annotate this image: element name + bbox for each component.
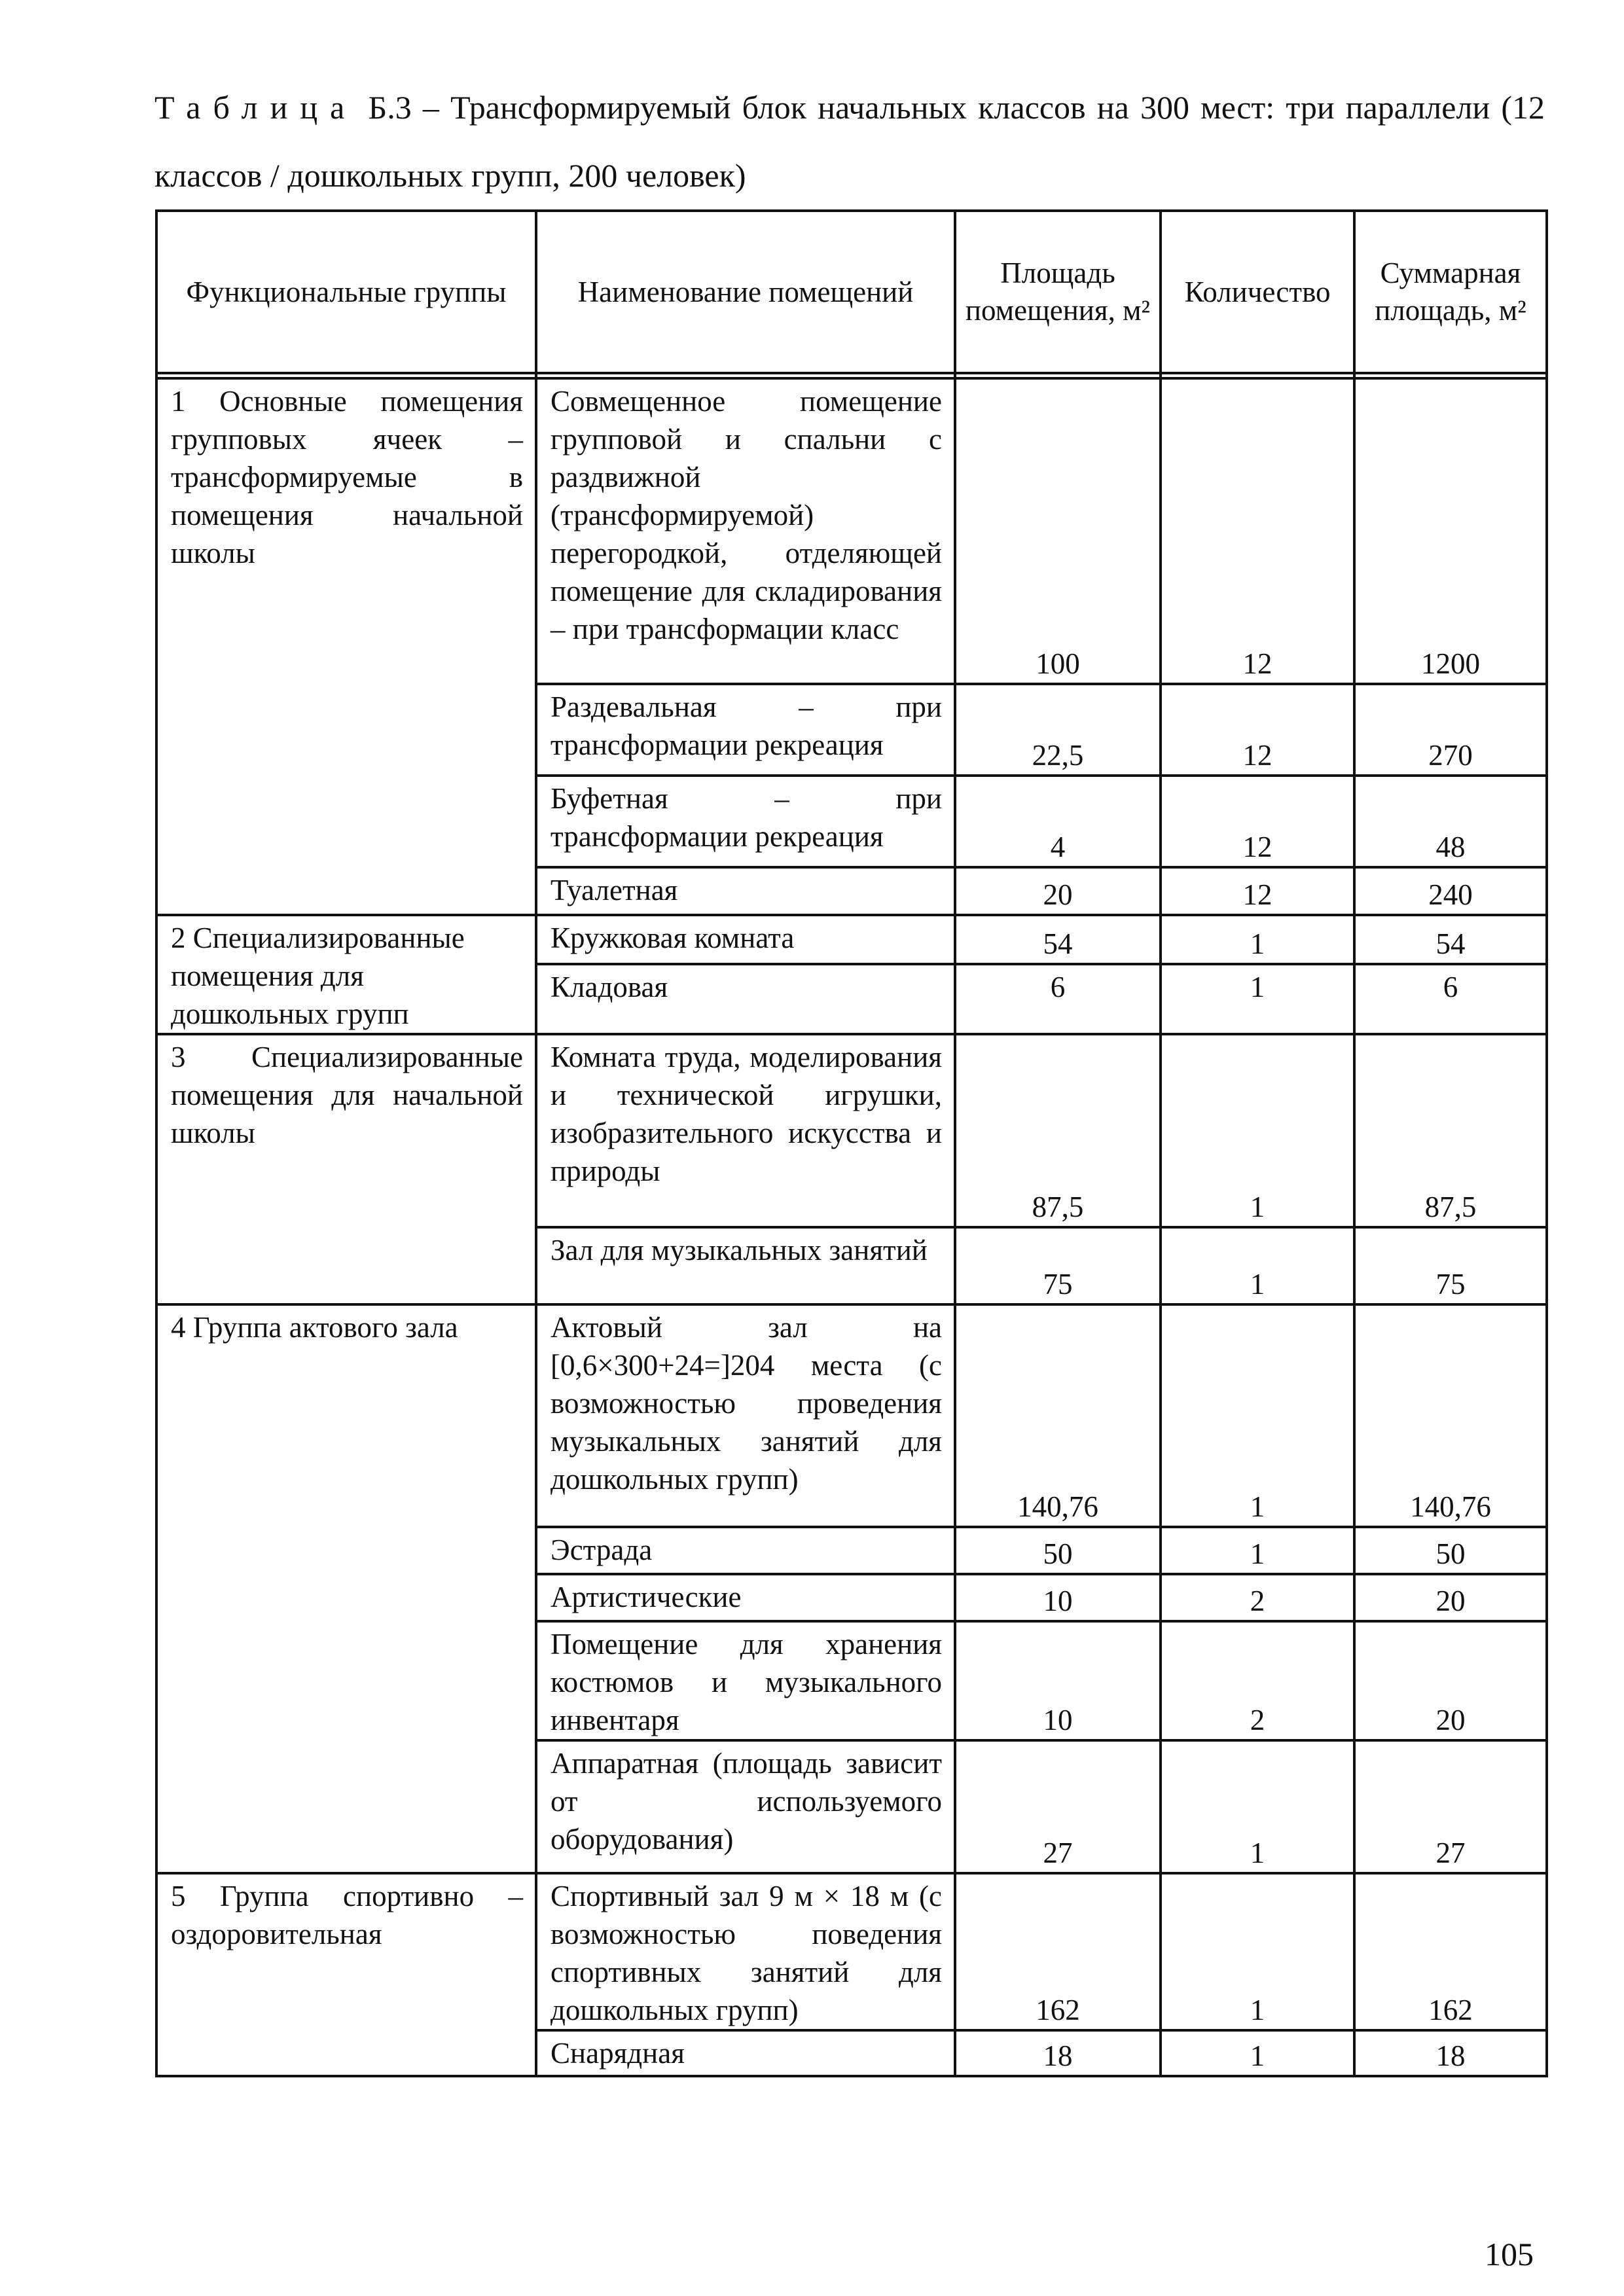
caption-text: Б.3 – Трансформируемый блок начальных классов на 300 мест: три параллели (12 классов / дошкольных групп, 200 человек) bbox=[154, 89, 1545, 194]
table-header-row bbox=[156, 211, 1547, 373]
room-name: Помещение для хранения костюмов и музыкального инвентаря bbox=[536, 1621, 955, 1740]
table-row bbox=[156, 378, 1547, 684]
room-count: 1 bbox=[1161, 1034, 1354, 1227]
room-area: 22,5 bbox=[955, 684, 1161, 776]
room-count: 1 bbox=[1161, 1873, 1354, 2030]
room-total: 140,76 bbox=[1354, 1304, 1547, 1527]
rooms-table bbox=[155, 209, 1548, 2077]
table-row bbox=[156, 1034, 1547, 1227]
room-count: 12 bbox=[1161, 378, 1354, 684]
room-name: Совмещенное помещение групповой и спальни с раздвижной (трансформируемой) перегородкой, отделяющей помещение для складирования – при трансформации класс bbox=[536, 378, 955, 684]
room-area: 100 bbox=[955, 378, 1161, 684]
header-total: Суммарная площадь, м² bbox=[1354, 211, 1547, 373]
room-total: 240 bbox=[1354, 867, 1547, 915]
room-total: 50 bbox=[1354, 1527, 1547, 1574]
room-total: 27 bbox=[1354, 1740, 1547, 1873]
room-name: Эстрада bbox=[536, 1527, 955, 1574]
room-name: Зал для музыкальных занятий bbox=[536, 1227, 955, 1304]
room-total: 48 bbox=[1354, 776, 1547, 867]
room-area: 87,5 bbox=[955, 1034, 1161, 1227]
table-caption bbox=[154, 73, 1545, 209]
room-name: Буфетная – при трансформации рекреация bbox=[536, 776, 955, 867]
room-area: 20 bbox=[955, 867, 1161, 915]
room-name: Актовый зал на [0,6×300+24=]204 места (с возможностью проведения музыкальных занятий для дошкольных групп) bbox=[536, 1304, 955, 1527]
header-area: Площадь помещения, м² bbox=[955, 211, 1161, 373]
room-count: 1 bbox=[1161, 1740, 1354, 1873]
room-area: 50 bbox=[955, 1527, 1161, 1574]
room-total: 75 bbox=[1354, 1227, 1547, 1304]
room-name: Аппаратная (площадь зависит от используемого оборудования) bbox=[536, 1740, 955, 1873]
room-total: 20 bbox=[1354, 1574, 1547, 1621]
room-name: Спортивный зал 9 м × 18 м (с возможностью поведения спортивных занятий для дошкольных групп) bbox=[536, 1873, 955, 2030]
room-count: 1 bbox=[1161, 1527, 1354, 1574]
room-count: 1 bbox=[1161, 964, 1354, 1034]
table-row bbox=[156, 1304, 1547, 1527]
group-title: 5 Группа спортивно – оздоровительная bbox=[156, 1873, 536, 2076]
room-count: 1 bbox=[1161, 1227, 1354, 1304]
header-group: Функциональные группы bbox=[156, 211, 536, 373]
room-area: 162 bbox=[955, 1873, 1161, 2030]
caption-label: Таблица bbox=[154, 89, 357, 126]
header-count: Количество bbox=[1161, 211, 1354, 373]
room-area: 10 bbox=[955, 1621, 1161, 1740]
table-row bbox=[156, 1873, 1547, 2030]
room-name: Снарядная bbox=[536, 2030, 955, 2076]
room-count: 1 bbox=[1161, 2030, 1354, 2076]
header-double-rule bbox=[156, 373, 1547, 378]
room-count: 1 bbox=[1161, 1304, 1354, 1527]
group-title: 2 Специализированные помещения для дошкольных групп bbox=[156, 915, 536, 1034]
room-total: 87,5 bbox=[1354, 1034, 1547, 1227]
room-name: Кладовая bbox=[536, 964, 955, 1034]
room-area: 6 bbox=[955, 964, 1161, 1034]
room-count: 12 bbox=[1161, 867, 1354, 915]
table-row bbox=[156, 915, 1547, 964]
group-title: 3 Специализированные помещения для начальной школы bbox=[156, 1034, 536, 1304]
room-total: 6 bbox=[1354, 964, 1547, 1034]
header-name: Наименование помещений bbox=[536, 211, 955, 373]
room-area: 27 bbox=[955, 1740, 1161, 1873]
room-total: 20 bbox=[1354, 1621, 1547, 1740]
room-area: 140,76 bbox=[955, 1304, 1161, 1527]
room-total: 18 bbox=[1354, 2030, 1547, 2076]
room-total: 162 bbox=[1354, 1873, 1547, 2030]
room-name: Туалетная bbox=[536, 867, 955, 915]
room-count: 12 bbox=[1161, 776, 1354, 867]
room-name: Комната труда, моделирования и технической игрушки, изобразительного искусства и природы bbox=[536, 1034, 955, 1227]
room-area: 10 bbox=[955, 1574, 1161, 1621]
group-title: 1 Основные помещения групповых ячеек – трансформируемые в помещения начальной школы bbox=[156, 378, 536, 915]
room-count: 2 bbox=[1161, 1621, 1354, 1740]
group-title: 4 Группа актового зала bbox=[156, 1304, 536, 1873]
room-total: 1200 bbox=[1354, 378, 1547, 684]
room-name: Раздевальная – при трансформации рекреация bbox=[536, 684, 955, 776]
page-number: 105 bbox=[1485, 2236, 1534, 2272]
room-area: 54 bbox=[955, 915, 1161, 964]
room-count: 12 bbox=[1161, 684, 1354, 776]
room-name: Кружковая комната bbox=[536, 915, 955, 964]
room-area: 4 bbox=[955, 776, 1161, 867]
room-name: Артистические bbox=[536, 1574, 955, 1621]
room-count: 2 bbox=[1161, 1574, 1354, 1621]
room-count: 1 bbox=[1161, 915, 1354, 964]
room-total: 270 bbox=[1354, 684, 1547, 776]
room-total: 54 bbox=[1354, 915, 1547, 964]
room-area: 18 bbox=[955, 2030, 1161, 2076]
room-area: 75 bbox=[955, 1227, 1161, 1304]
